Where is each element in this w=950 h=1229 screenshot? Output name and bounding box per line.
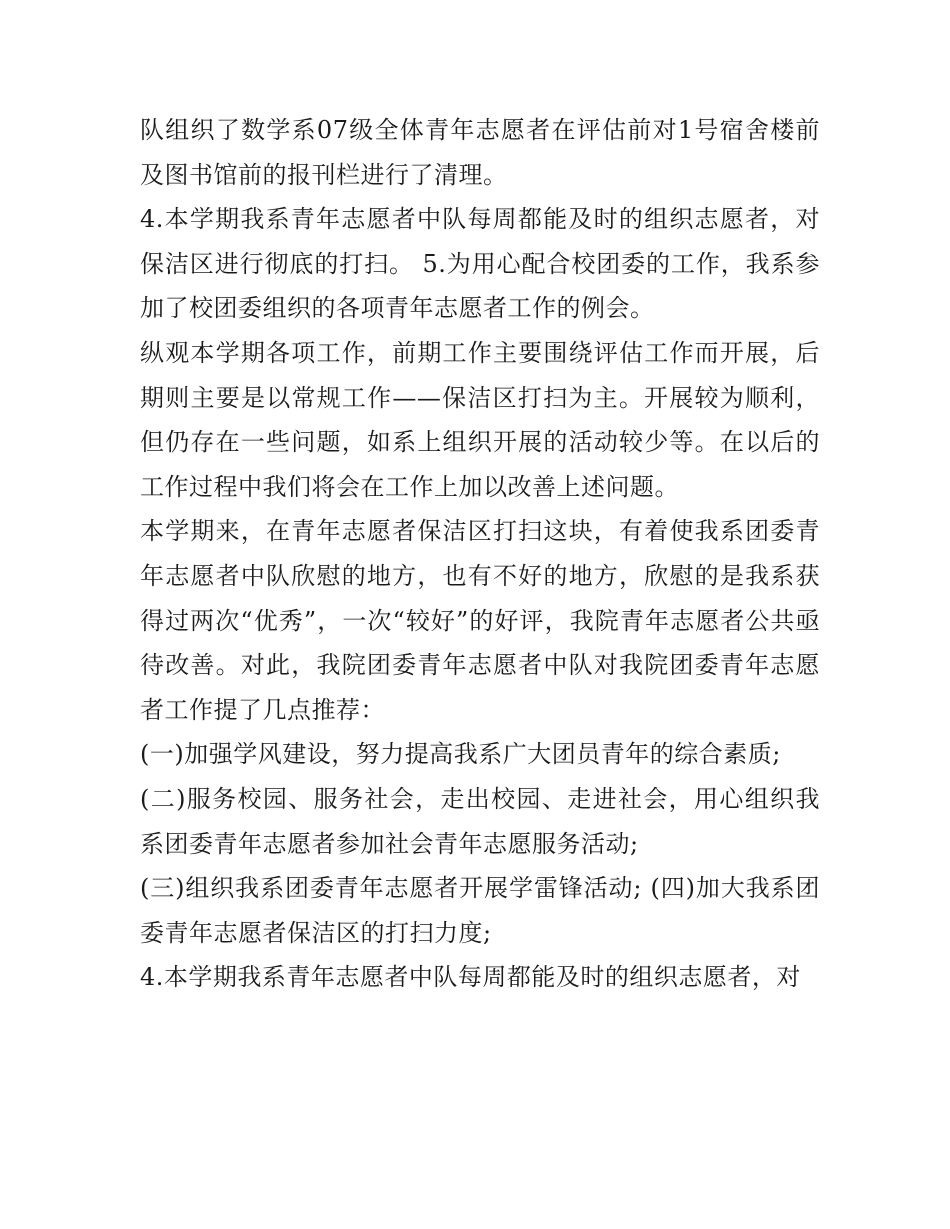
paragraph-8: 4.本学期我系青年志愿者中队每周都能及时的组织志愿者，对	[140, 963, 801, 992]
paragraph-2: 4.本学期我系青年志愿者中队每周都能及时的组织志愿者，对保洁区进行彻底的打扫。 5.为用心配合校团委的工作，我系参加了校团委组织的各项青年志愿者工作的例会。	[140, 205, 820, 323]
document-body	[140, 108, 820, 1000]
paragraph-1: 队组织了数学系07级全体青年志愿者在评估前对1号宿舍楼前及图书馆前的报刊栏进行了清理。	[140, 116, 820, 189]
paragraph-3: 纵观本学期各项工作，前期工作主要围绕评估工作而开展，后期则主要是以常规工作——保洁区打扫为主。开展较为顺利，但仍存在一些问题，如系上组织开展的活动较少等。在以后的工作过程中我们将会在工作上加以改善上述问题。	[140, 338, 820, 501]
paragraph-5: (一)加强学风建设，努力提高我系广大团员青年的综合素质;	[140, 740, 781, 769]
paragraph-6: (二)服务校园、服务社会，走出校园、走进社会，用心组织我系团委青年志愿者参加社会青年志愿服务活动;	[140, 784, 820, 858]
paragraph-4: 本学期来，在青年志愿者保洁区打扫这块，有着使我系团委青年志愿者中队欣慰的地方，也有不好的地方，欣慰的是我系获得过两次“优秀”，一次“较好”的好评，我院青年志愿者公共亟待改善。对此，我院团委青年志愿者中队对我院团委青年志愿者工作提了几点推荐：	[140, 517, 820, 724]
paragraph-7: (三)组织我系团委青年志愿者开展学雷锋活动; (四)加大我系团委青年志愿者保洁区的打扫力度;	[140, 874, 820, 947]
